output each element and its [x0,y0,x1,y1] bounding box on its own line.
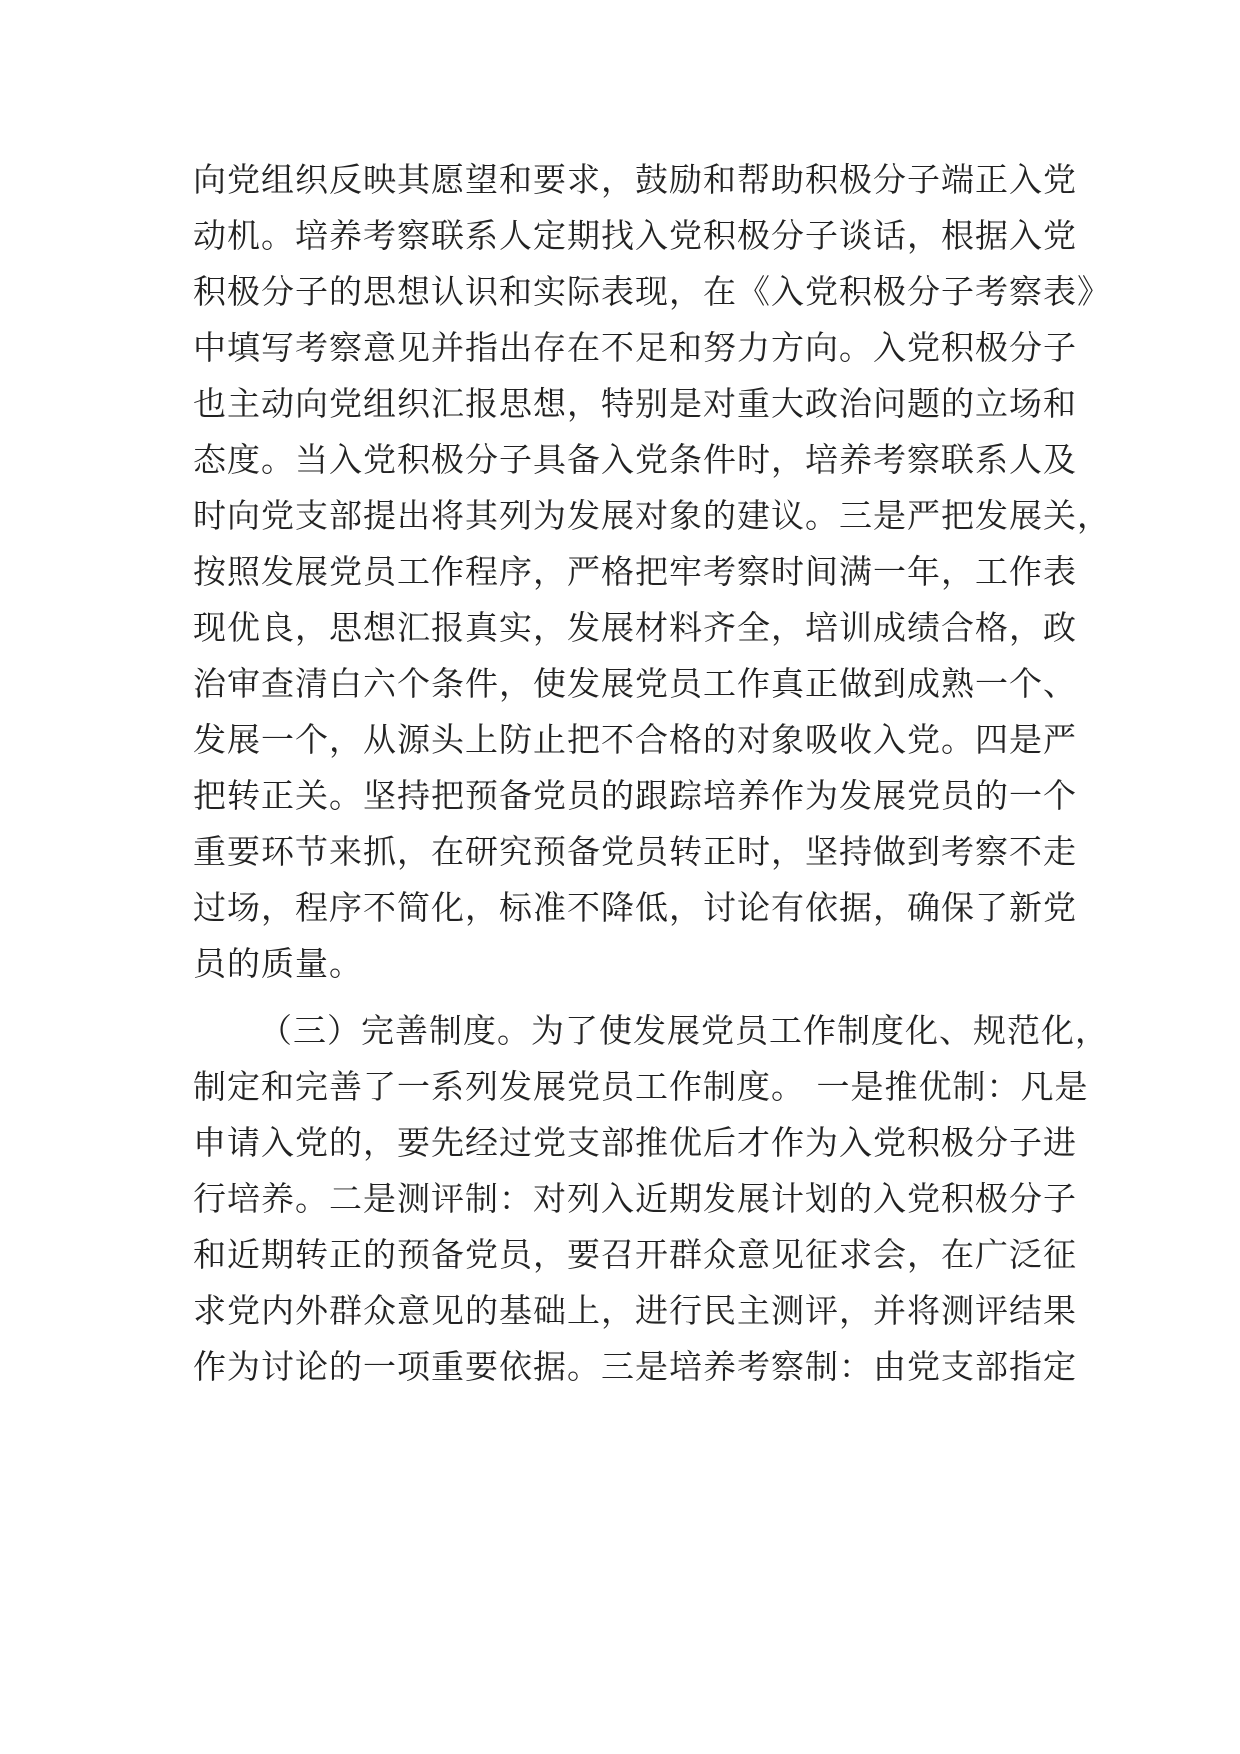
paragraph-line: 制定和完善了一系列发展党员工作制度。 一是推优制：凡是 [193,1067,1089,1106]
paragraph-line: 态度。当入党积极分子具备入党条件时，培养考察联系人及 [193,440,1077,479]
paragraph-line: 时向党支部提出将其列为发展对象的建议。三是严把发展关， [193,496,1111,535]
paragraph-line: 员的质量。 [193,944,363,983]
paragraph-line: 向党组织反映其愿望和要求，鼓励和帮助积极分子端正入党 [193,160,1077,199]
paragraph-line: 和近期转正的预备党员，要召开群众意见征求会，在广泛征 [193,1235,1077,1274]
paragraph-line: （三）完善制度。为了使发展党员工作制度化、规范化， [259,1011,1109,1050]
paragraph-line: 作为讨论的一项重要依据。三是培养考察制：由党支部指定 [193,1347,1077,1386]
paragraph-line: 现优良，思想汇报真实，发展材料齐全，培训成绩合格，政 [193,608,1077,647]
paragraph-line: 求党内外群众意见的基础上，进行民主测评，并将测评结果 [193,1291,1077,1330]
paragraph-line: 动机。培养考察联系人定期找入党积极分子谈话，根据入党 [193,216,1077,255]
paragraph-line: 发展一个，从源头上防止把不合格的对象吸收入党。四是严 [193,720,1077,759]
paragraph-line: 治审查清白六个条件，使发展党员工作真正做到成熟一个、 [193,664,1077,703]
paragraph-line: 重要环节来抓，在研究预备党员转正时，坚持做到考察不走 [193,832,1077,871]
paragraph-line: 积极分子的思想认识和实际表现，在《入党积极分子考察表》 [193,272,1111,311]
paragraph-line: 申请入党的，要先经过党支部推优后才作为入党积极分子进 [193,1123,1077,1162]
paragraph-line: 也主动向党组织汇报思想，特别是对重大政治问题的立场和 [193,384,1077,423]
paragraph-1 [193,152,1111,992]
paragraph-2 [193,1003,1109,1395]
paragraph-line: 中填写考察意见并指出存在不足和努力方向。入党积极分子 [193,328,1077,367]
paragraph-line: 行培养。二是测评制：对列入近期发展计划的入党积极分子 [193,1179,1077,1218]
paragraph-line: 把转正关。坚持把预备党员的跟踪培养作为发展党员的一个 [193,776,1077,815]
paragraph-line: 过场，程序不简化，标准不降低，讨论有依据，确保了新党 [193,888,1077,927]
paragraph-line: 按照发展党员工作程序，严格把牢考察时间满一年，工作表 [193,552,1077,591]
